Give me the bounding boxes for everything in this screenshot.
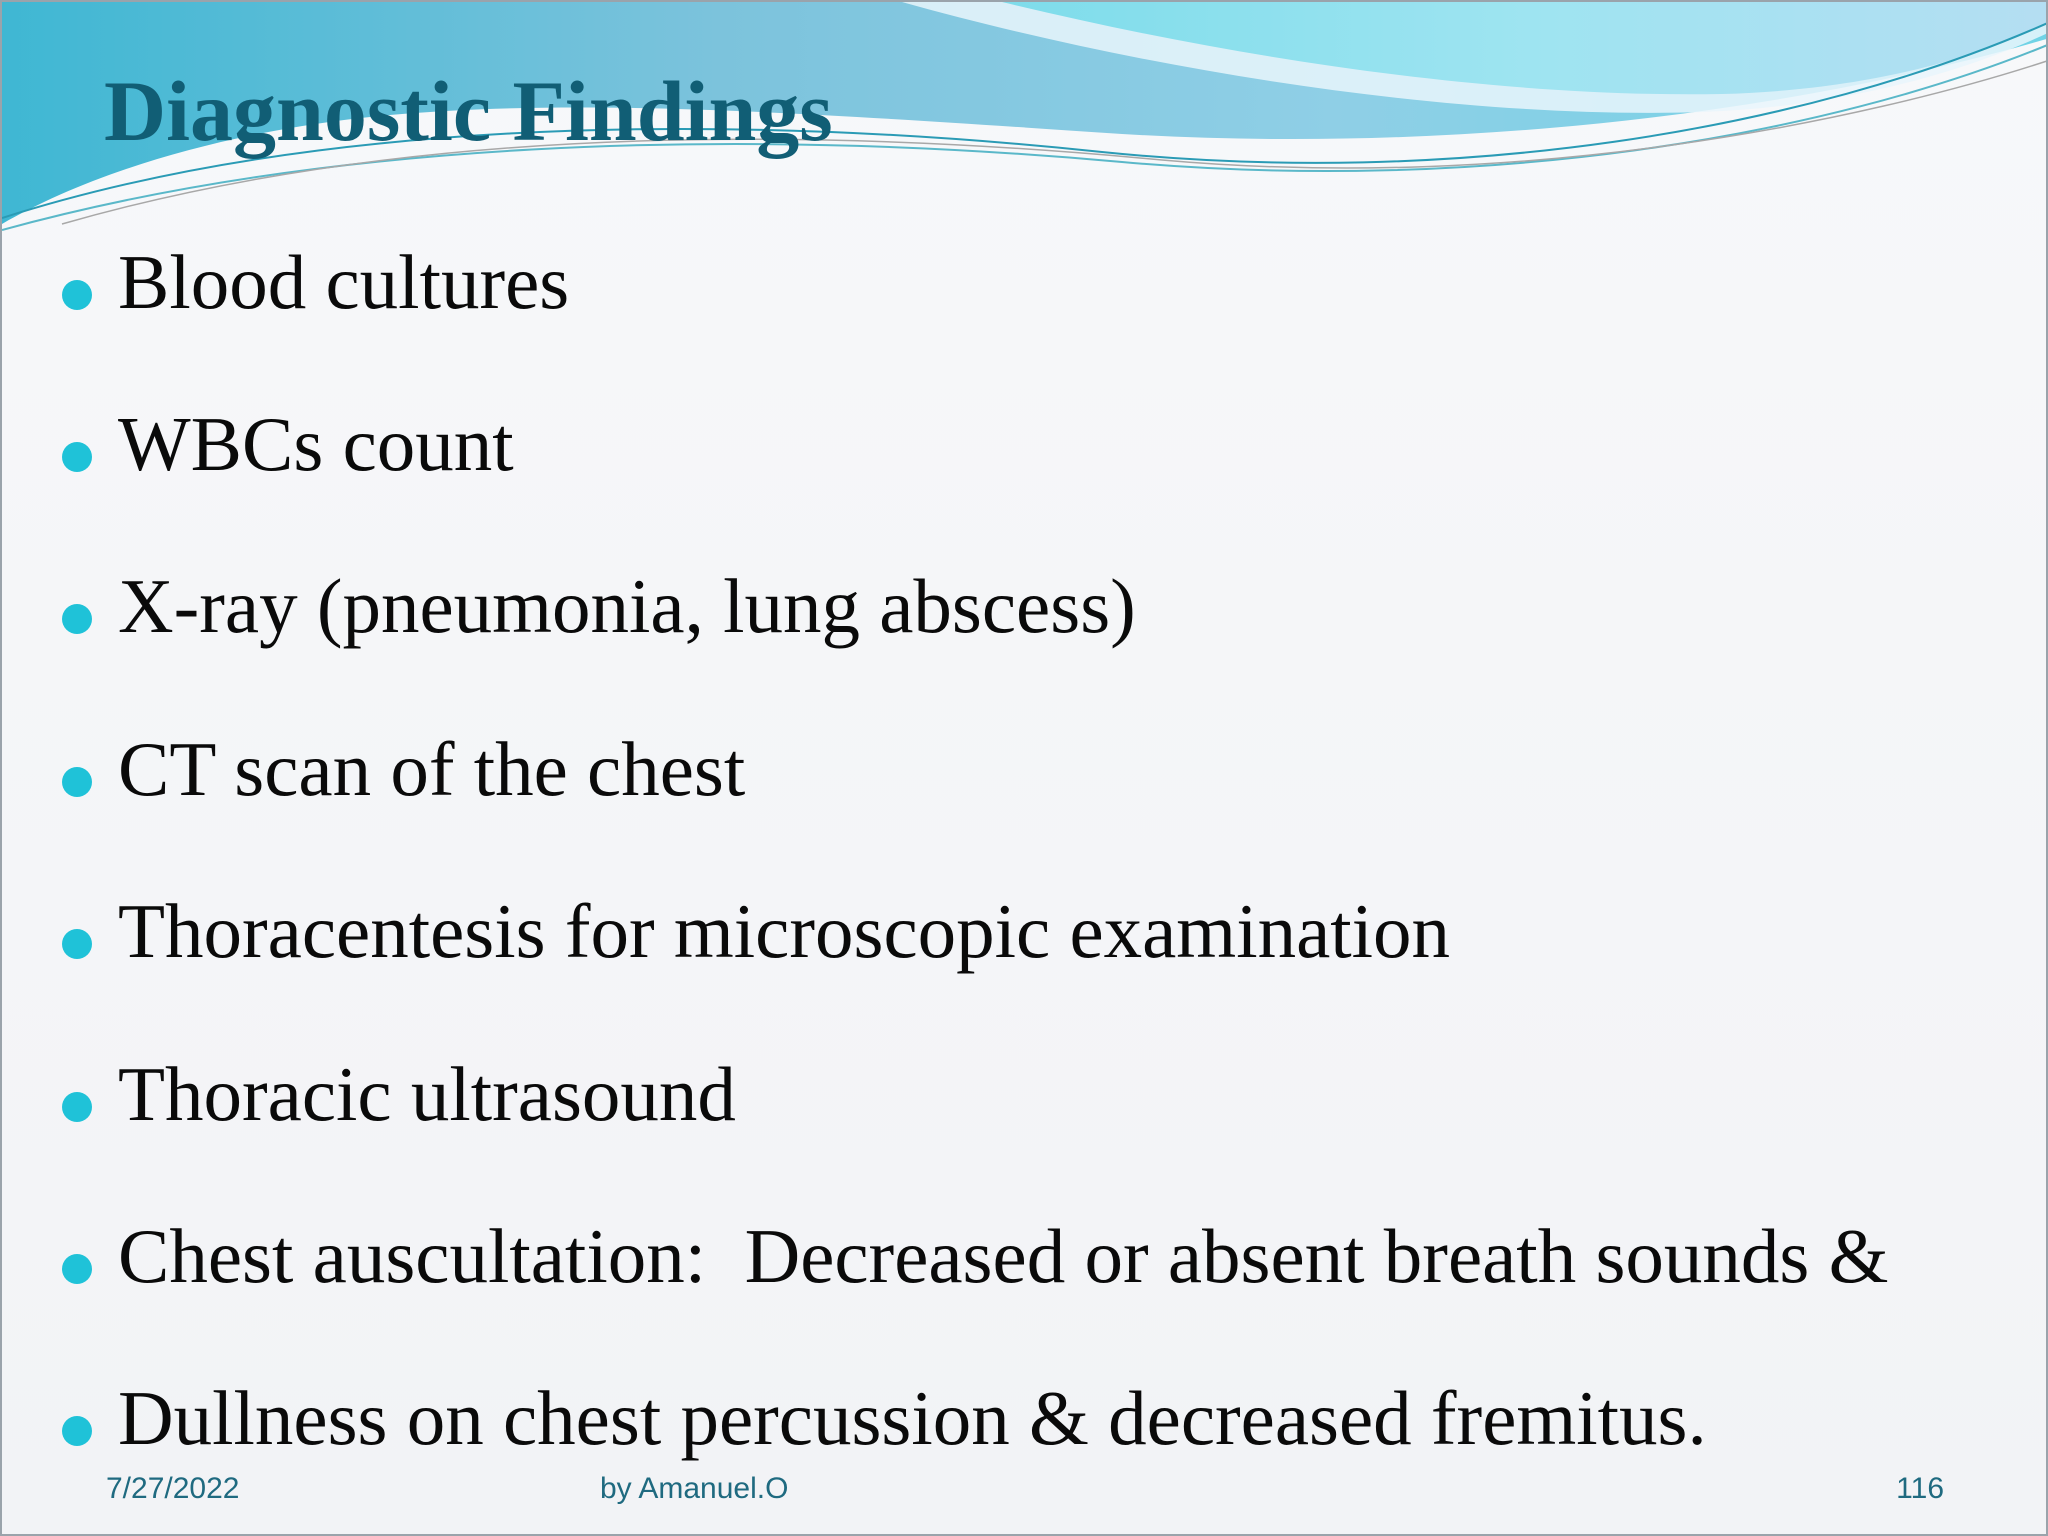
bullet-text: Thoracic ultrasound [118,1051,736,1137]
footer-author: by Amanuel.O [600,1472,789,1505]
bullet-dot-icon [62,442,92,472]
footer-date: 7/27/2022 [106,1472,240,1505]
bullet-dot-icon [62,604,92,634]
bullet-dot-icon [62,929,92,959]
bullet-dot-icon [62,767,92,797]
bullet-dot-icon [62,1092,92,1122]
bullet-text: Blood cultures [118,239,570,325]
bullet-dot-icon [62,1254,92,1284]
footer-page-number: 116 [1896,1472,1944,1505]
bullet-dot-icon [62,280,92,310]
bullet-text: Dullness on chest percussion & decreased fremitus. [118,1375,1707,1461]
slide-title: Diagnostic Findings [104,63,833,159]
bullet-text: Chest auscultation: Decreased or absent breath sounds & [118,1213,1889,1299]
bullet-text: Thoracentesis for microscopic examination [118,888,1451,974]
bullet-text: X-ray (pneumonia, lung abscess) [118,563,1136,649]
bullet-dot-icon [62,1416,92,1446]
bullet-text: WBCs count [118,401,514,487]
bullet-text: CT scan of the chest [118,726,746,812]
